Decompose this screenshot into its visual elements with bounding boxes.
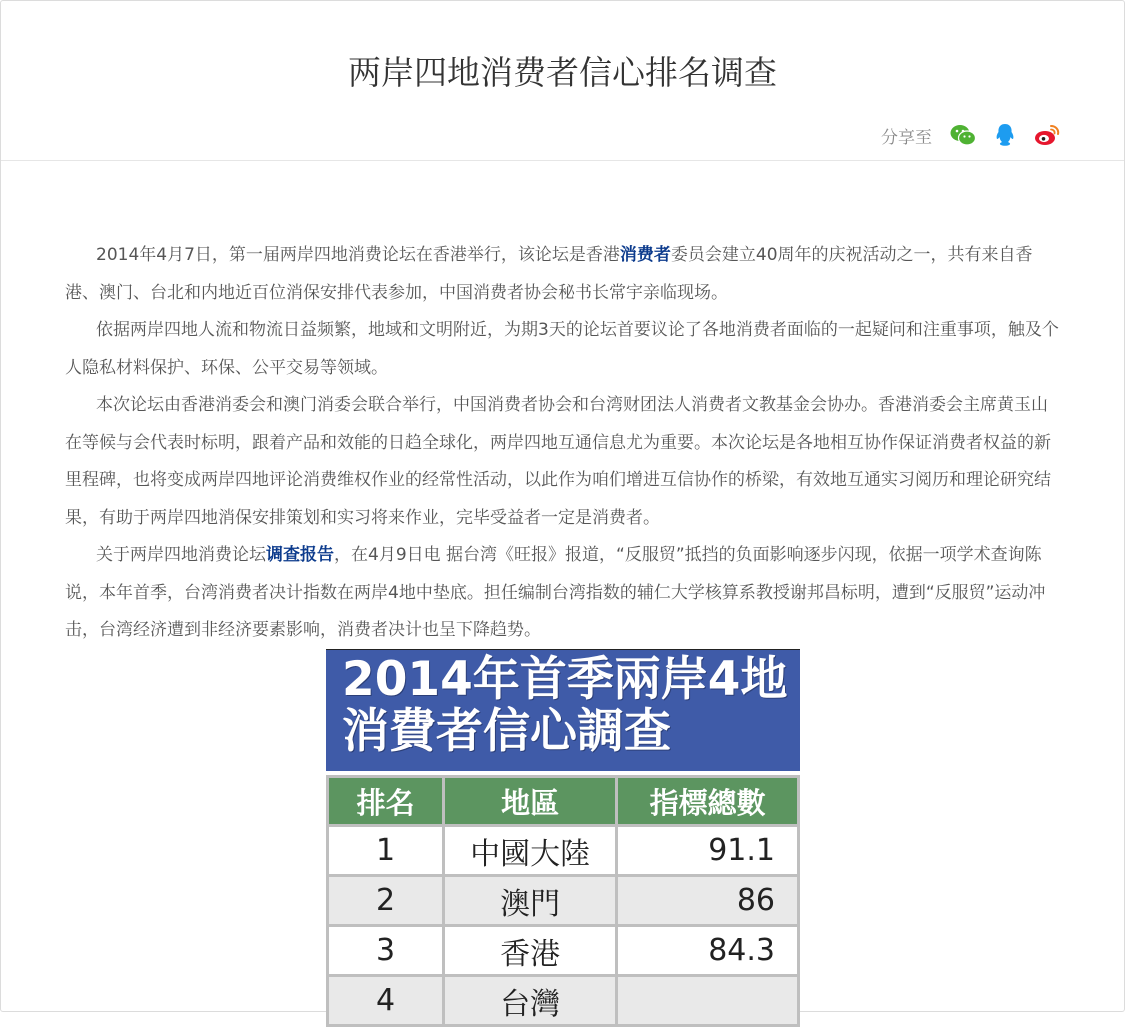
paragraph-1-text-b: 委员会建立40周年的庆祝活动之一，共有来自香港、澳门、台北和内地近百位消保安排代表参加，中国消费者协会秘书长常宇亲临现场。 (65, 245, 1033, 303)
paragraph-1-text-a: 2014年4月7日，第一届两岸四地消费论坛在香港举行，该论坛是香港 (96, 245, 620, 265)
wechat-icon[interactable] (948, 122, 978, 148)
infographic-header (326, 649, 800, 771)
index-cell: 86 (618, 877, 797, 924)
article-title: 两岸四地消费者信心排名调查 (348, 53, 777, 92)
paragraph-1 (65, 237, 1063, 312)
index-cell (618, 977, 797, 1024)
share-label: 分享至 (881, 127, 932, 148)
survey-report-keyword-link[interactable]: 调查报告 (266, 545, 334, 565)
column-rank-header: 排名 (329, 778, 442, 824)
table-row (329, 827, 797, 874)
table-row (329, 927, 797, 974)
article-header (1, 1, 1124, 161)
region-cell: 香港 (445, 927, 615, 974)
region-cell: 澳門 (445, 877, 615, 924)
paragraph-4-text-b: ，在4月9日电 据台湾《旺报》报道，“反服贸”抵挡的负面影响逐步闪现，依据一项学术查询陈说，本年首季，台湾消费者决计指数在两岸4地中垫底。担任编制台湾指数的辅仁大学核算系教授谢邦昌标明，遭到“反服贸”运动冲击，台湾经济遭到非经济要素影响，消费者决计也呈下降趋势。 (65, 545, 1046, 640)
ranking-table-header (329, 778, 797, 824)
rank-cell: 3 (329, 927, 442, 974)
paragraph-2: 依据两岸四地人流和物流日益频繁，地域和文明附近，为期3天的论坛首要议论了各地消费者面临的一起疑问和注重事项，触及个人隐私材料保护、环保、公平交易等领域。 (65, 320, 1059, 378)
consumer-confidence-infographic (326, 649, 802, 1022)
infographic-title-line-1: 2014年首季兩岸4地 (342, 652, 788, 707)
ranking-table (326, 775, 800, 1027)
rank-cell: 4 (329, 977, 442, 1024)
region-cell: 中國大陸 (445, 827, 615, 874)
infographic-title-line-2: 消費者信心調查 (342, 704, 671, 759)
rank-cell: 2 (329, 877, 442, 924)
article-body (65, 237, 1063, 650)
paragraph-4 (65, 537, 1063, 650)
column-index-header: 指標總數 (618, 778, 797, 824)
weibo-icon[interactable] (1032, 122, 1062, 148)
qq-icon[interactable] (990, 122, 1020, 148)
consumer-keyword-link[interactable]: 消费者 (619, 245, 671, 265)
paragraph-3: 本次论坛由香港消委会和澳门消委会联合举行，中国消费者协会和台湾财团法人消费者文教基金会协办。香港消委会主席黄玉山在等候与会代表时标明，跟着产品和效能的日趋全球化，两岸四地互通信息尤为重要。本次论坛是各地相互协作保证消费者权益的新里程碑，也将变成两岸四地评论消费维权作业的经常性活动，以此作为咱们增进互信协作的桥梁，有效地互通实习阅历和理论研究结果，有助于两岸四地消保安排策划和实习将来作业，完毕受益者一定是消费者。 (65, 395, 1051, 528)
table-row (329, 977, 797, 1024)
region-cell: 台灣 (445, 977, 615, 1024)
share-bar (881, 122, 1062, 148)
column-region-header: 地區 (445, 778, 615, 824)
table-row (329, 877, 797, 924)
rank-cell: 1 (329, 827, 442, 874)
index-cell: 91.1 (618, 827, 797, 874)
infographic-title (342, 654, 788, 758)
paragraph-4-text-a: 关于两岸四地消费论坛 (96, 545, 266, 565)
index-cell: 84.3 (618, 927, 797, 974)
